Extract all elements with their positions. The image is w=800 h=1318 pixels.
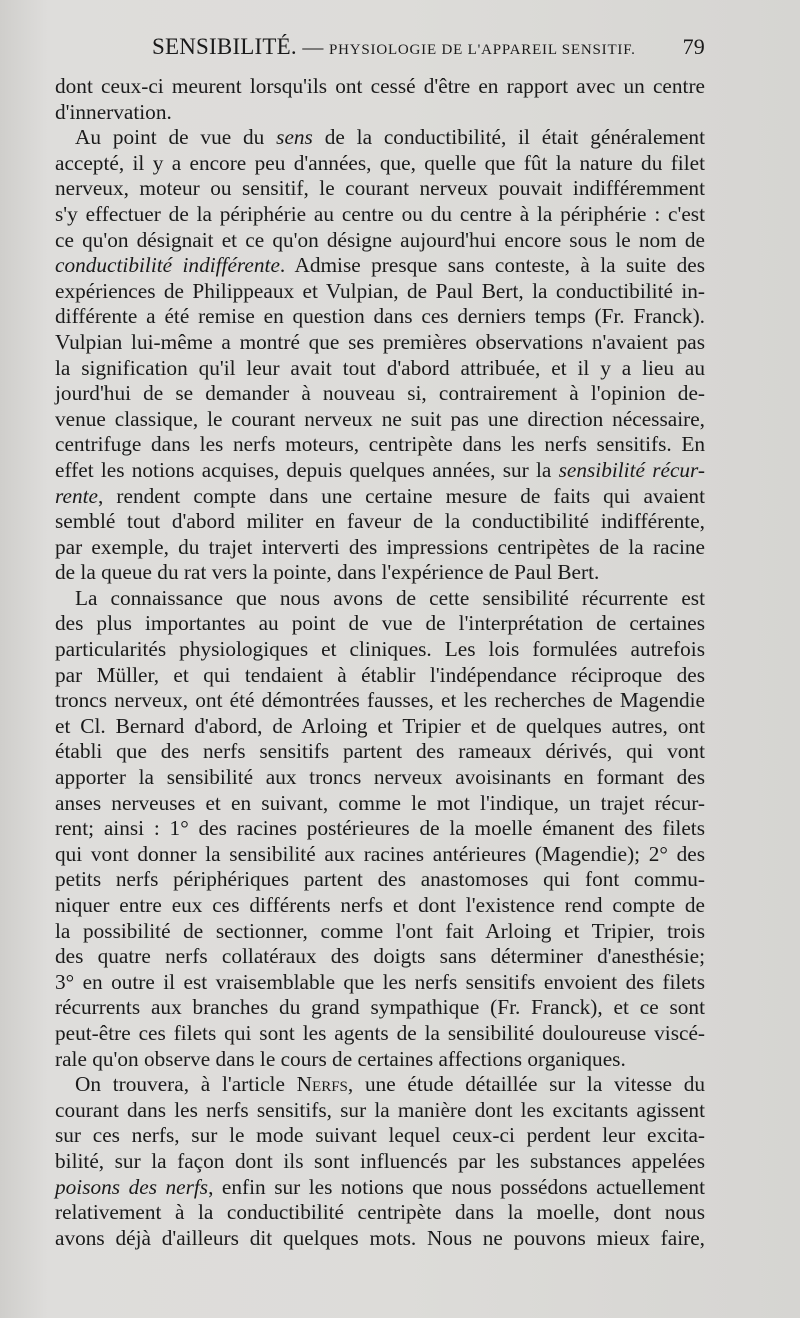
text-segment: rale qu'on observe dans le cours de certaines affections organiques. [55,1046,626,1071]
text-line [55,1175,705,1201]
small-caps-text: Nerfs [296,1072,348,1097]
text-segment: semblé tout d'abord militer en faveur de la conductibilité indifférente, [55,509,705,534]
text-line [55,995,705,1021]
text-line [55,74,705,100]
text-line [55,1072,705,1098]
text-segment: rent; ainsi : 1° des racines postérieures de la moelle émanent des filets [55,816,705,841]
text-segment: relativement à la conductibilité centripète dans la moelle, dont nous [55,1200,705,1225]
text-segment: avons déjà d'ailleurs dit quelques mots. Nous ne pouvons mieux faire, [55,1225,705,1250]
text-segment: Au point de vue du [75,125,277,150]
text-segment: , une étude détaillée sur la vitesse du [347,1072,706,1097]
text-segment: s'y effectuer de la périphérie au centre ou du centre à la périphérie : c'est [55,201,705,226]
text-segment: et Cl. Bernard d'abord, de Arloing et Tripier et de quelques autres, ont [55,713,705,738]
text-line [55,1200,705,1226]
text-segment: centrifuge dans les nerfs moteurs, centripète dans les nerfs sensitifs. En [55,432,705,457]
text-line [55,1149,705,1175]
text-line [55,100,705,126]
text-segment: la possibilité de sectionner, comme l'ont fait Arloing et Tripier, trois [55,918,705,943]
text-segment: peut-être ces filets qui sont les agents de la sensibilité douloureuse viscé- [55,1020,705,1045]
text-line [55,176,705,202]
text-segment: Vulpian lui-même a montré que ses premières observations n'avaient pas [55,329,705,354]
text-segment: dont ceux-ci meurent lorsqu'ils ont cessé d'être en rapport avec un centre [55,74,705,98]
text-segment: sur ces nerfs, sur le mode suivant lequel ceux-ci perdent leur excita- [55,1123,705,1148]
text-segment: nerveux, moteur ou sensitif, le courant nerveux pouvait indifféremment [55,176,705,201]
italic-text: poisons des nerfs [55,1174,209,1199]
text-segment: par Müller, et qui tendaient à établir l'indépendance réciproque des [55,662,705,687]
text-segment: accepté, il y a encore peu d'années, que, quelle que fût la nature du filet [55,150,705,175]
text-segment: la signification qu'il leur avait tout d'abord attribuée, et il y a lieu au [55,355,705,380]
text-line [55,458,705,484]
text-segment: La connaissance que nous avons de cette sensibilité récurrente est [75,585,705,610]
text-line [55,151,705,177]
text-segment: particularités physiologiques et cliniques. Les lois formulées autrefois [55,637,705,662]
text-segment: niquer entre eux ces différents nerfs et dont l'existence rend compte de [55,893,705,917]
text-line [55,944,705,970]
text-line [55,714,705,740]
text-segment: jourd'hui de se demander à nouveau si, contrairement à l'opinion de- [55,381,705,406]
italic-text: rente [55,483,98,508]
text-line [55,611,705,637]
text-segment: ce qu'on désignait et ce qu'on désigne aujourd'hui encore sous le nom de [55,227,705,252]
text-line [55,893,705,919]
text-line [55,1021,705,1047]
italic-text: sens [276,125,313,150]
text-segment: On trouvera, à l'article [75,1072,297,1097]
text-segment: anses nerveuses et en suivant, comme le mot l'indique, un trajet récur- [55,790,705,815]
text-line [55,253,705,279]
running-head [152,34,636,60]
text-segment: , enfin sur les notions que nous possédons actuellement [208,1174,705,1199]
text-line [55,330,705,356]
text-segment: apporter la sensibilité aux troncs nerveux avoisinants en formant des [55,765,705,790]
text-line [55,407,705,433]
text-segment: . Admise presque sans conteste, à la suite des [279,253,706,278]
text-line [55,535,705,561]
text-segment: petits nerfs périphériques partent des anastomoses qui font commu- [55,867,705,892]
text-line [55,509,705,535]
text-line [55,970,705,996]
text-line [55,791,705,817]
text-line [55,202,705,228]
text-line [55,739,705,765]
text-segment: troncs nerveux, ont été démontrées fausses, et les recherches de Magendie [55,688,705,713]
text-line [55,663,705,689]
text-segment: , rendent compte dans une certaine mesure de faits qui avaient [97,483,705,508]
text-line [55,842,705,868]
text-segment: récurrents aux branches du grand sympathique (Fr. Franck), et ce sont [55,995,705,1020]
text-line [55,688,705,714]
running-head-main: SENSIBILITÉ. [152,34,297,59]
text-segment: des quatre nerfs collatéraux des doigts sans déterminer d'anesthésie; [55,944,705,969]
text-line [55,586,705,612]
text-line [55,765,705,791]
italic-text: conductibilité indifférente [55,253,280,278]
text-line [55,228,705,254]
text-line [55,867,705,893]
text-segment: de la conductibilité, il était généralement [312,125,706,150]
text-line [55,304,705,330]
text-segment: de la queue du rat vers la pointe, dans l'expérience de Paul Bert. [55,560,600,585]
page-number: 79 [682,34,705,59]
text-segment: d'innervation. [55,99,172,124]
running-head-sub: PHYSIOLOGIE DE L'APPAREIL SENSITIF. [328,42,636,58]
text-line [55,1123,705,1149]
text-line [55,919,705,945]
text-segment: établi que des nerfs sensitifs partent des rameaux dérivés, qui vont [55,739,705,764]
text-segment: courant dans les nerfs sensitifs, sur la manière dont les excitants agissent [55,1097,705,1122]
text-line [55,432,705,458]
text-line [55,816,705,842]
text-line [55,125,705,151]
text-segment: expériences de Philippeaux et Vulpian, de Paul Bert, la conductibilité in- [55,278,705,303]
text-segment: effet les notions acquises, depuis quelques années, sur la [55,457,559,482]
text-line [55,560,705,586]
text-segment: différente a été remise en question dans ces derniers temps (Fr. Franck). [55,304,705,329]
page-header [60,34,705,64]
text-line [55,1047,705,1073]
text-line [55,637,705,663]
italic-text: sensibilité récur- [558,457,706,482]
body-text [55,74,705,1251]
text-segment: qui vont donner la sensibilité aux racines antérieures (Magendie); 2° des [55,841,705,866]
text-line [55,381,705,407]
text-line [55,484,705,510]
text-segment: 3° en outre il est vraisemblable que les nerfs sensitifs envoient des filets [55,969,705,994]
text-line [55,1098,705,1124]
text-line [55,279,705,305]
text-line [55,1226,705,1252]
text-segment: bilité, sur la façon dont ils sont influencés par les substances appelées [55,1148,705,1173]
text-segment: venue classique, le courant nerveux ne suit pas une direction nécessaire, [55,406,705,431]
running-head-dash: — [302,35,324,59]
text-segment: par exemple, du trajet interverti des impressions centripètes de la racine [55,534,705,559]
text-segment: des plus importantes au point de vue de l'interprétation de certaines [55,611,705,636]
text-line [55,356,705,382]
